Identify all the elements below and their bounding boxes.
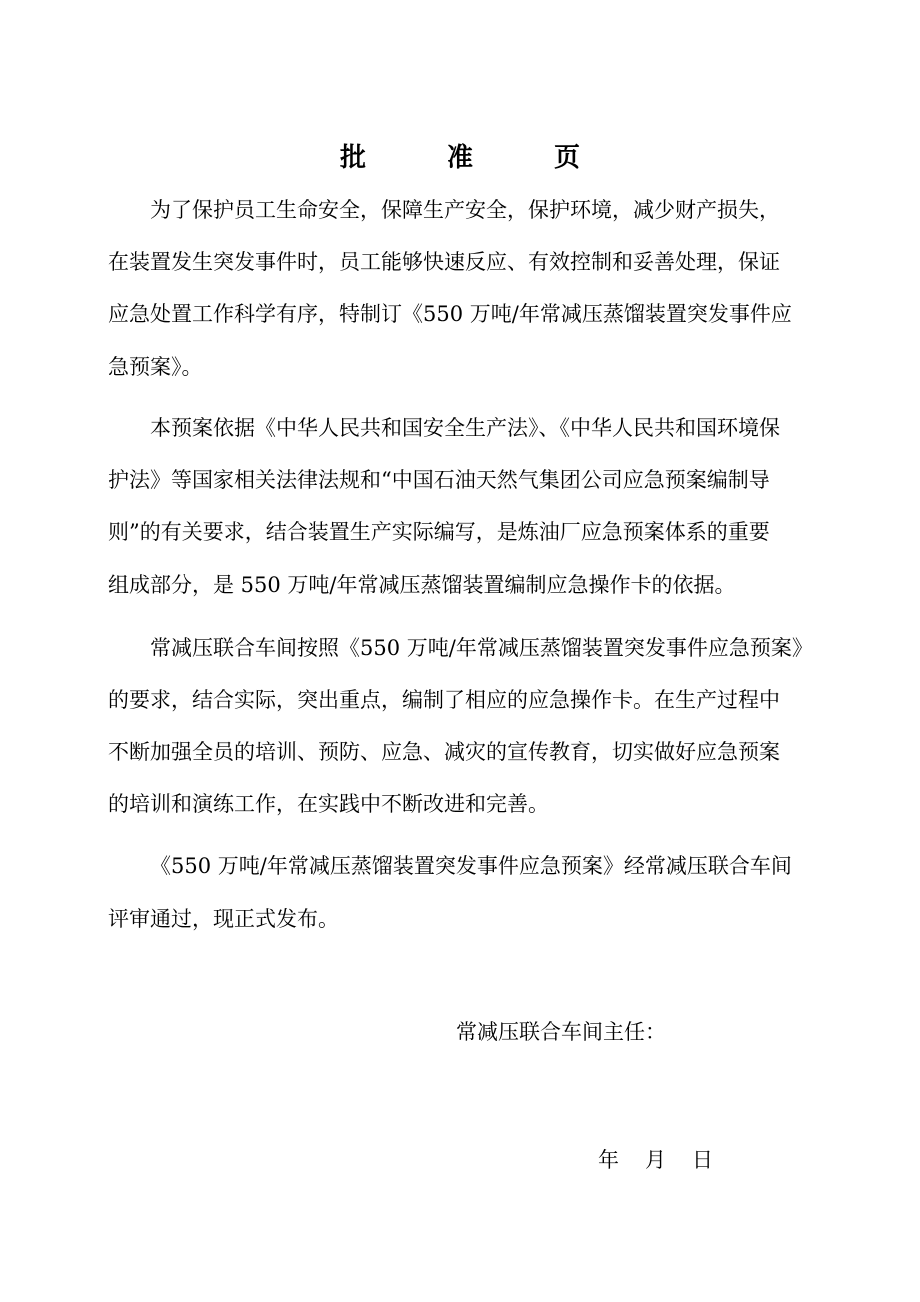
paragraph-2-line-2: 护法》等国家相关法律法规和“中国石油天然气集团公司应急预案编制导 — [108, 468, 770, 492]
paragraph-1-line-4: 急预案》。 — [108, 355, 203, 379]
paragraph-1-line-1: 为了保护员工生命安全，保障生产安全，保护环境，减少财产损失， — [150, 198, 780, 222]
paragraph-1-line-3: 应急处置工作科学有序，特制订《550 万吨/年常减压蒸馏装置突发事件应 — [108, 302, 792, 326]
page-title: 批 准 页 — [339, 143, 617, 173]
paragraph-3-line-4: 的培训和演练工作，在实践中不断改进和完善。 — [108, 792, 549, 816]
paragraph-2-line-1: 本预案依据《中华人民共和国安全生产法》、《中华人民共和国环境保 — [150, 416, 780, 440]
paragraph-2-line-4: 组成部分，是 550 万吨/年常减压蒸馏装置编制应急操作卡的依据。 — [108, 573, 736, 597]
paragraph-3-line-3: 不断加强全员的培训、预防、应急、减灾的宣传教育，切实做好应急预案 — [108, 740, 780, 764]
date-day: 日 — [692, 1148, 713, 1172]
paragraph-3-line-1: 常减压联合车间按照《550 万吨/年常减压蒸馏装置突发事件应急预案》 — [150, 636, 813, 660]
date-month: 月 — [645, 1148, 666, 1172]
date-line — [598, 1140, 713, 1180]
paragraph-2-line-3: 则”的有关要求，结合装置生产实际编写，是炼油厂应急预案体系的重要 — [108, 520, 770, 544]
paragraph-3-line-2: 的要求，结合实际，突出重点，编制了相应的应急操作卡。在生产过程中 — [108, 688, 780, 712]
paragraph-4-line-1: 《550 万吨/年常减压蒸馏装置突发事件应急预案》经常减压联合车间 — [150, 854, 792, 878]
signature-label: 常减压联合车间主任： — [456, 1020, 666, 1044]
paragraph-4-line-2: 评审通过，现正式发布。 — [108, 907, 339, 931]
paragraph-1-line-2: 在装置发生突发事件时，员工能够快速反应、有效控制和妥善处理，保证 — [108, 250, 780, 274]
date-year: 年 — [598, 1148, 619, 1172]
